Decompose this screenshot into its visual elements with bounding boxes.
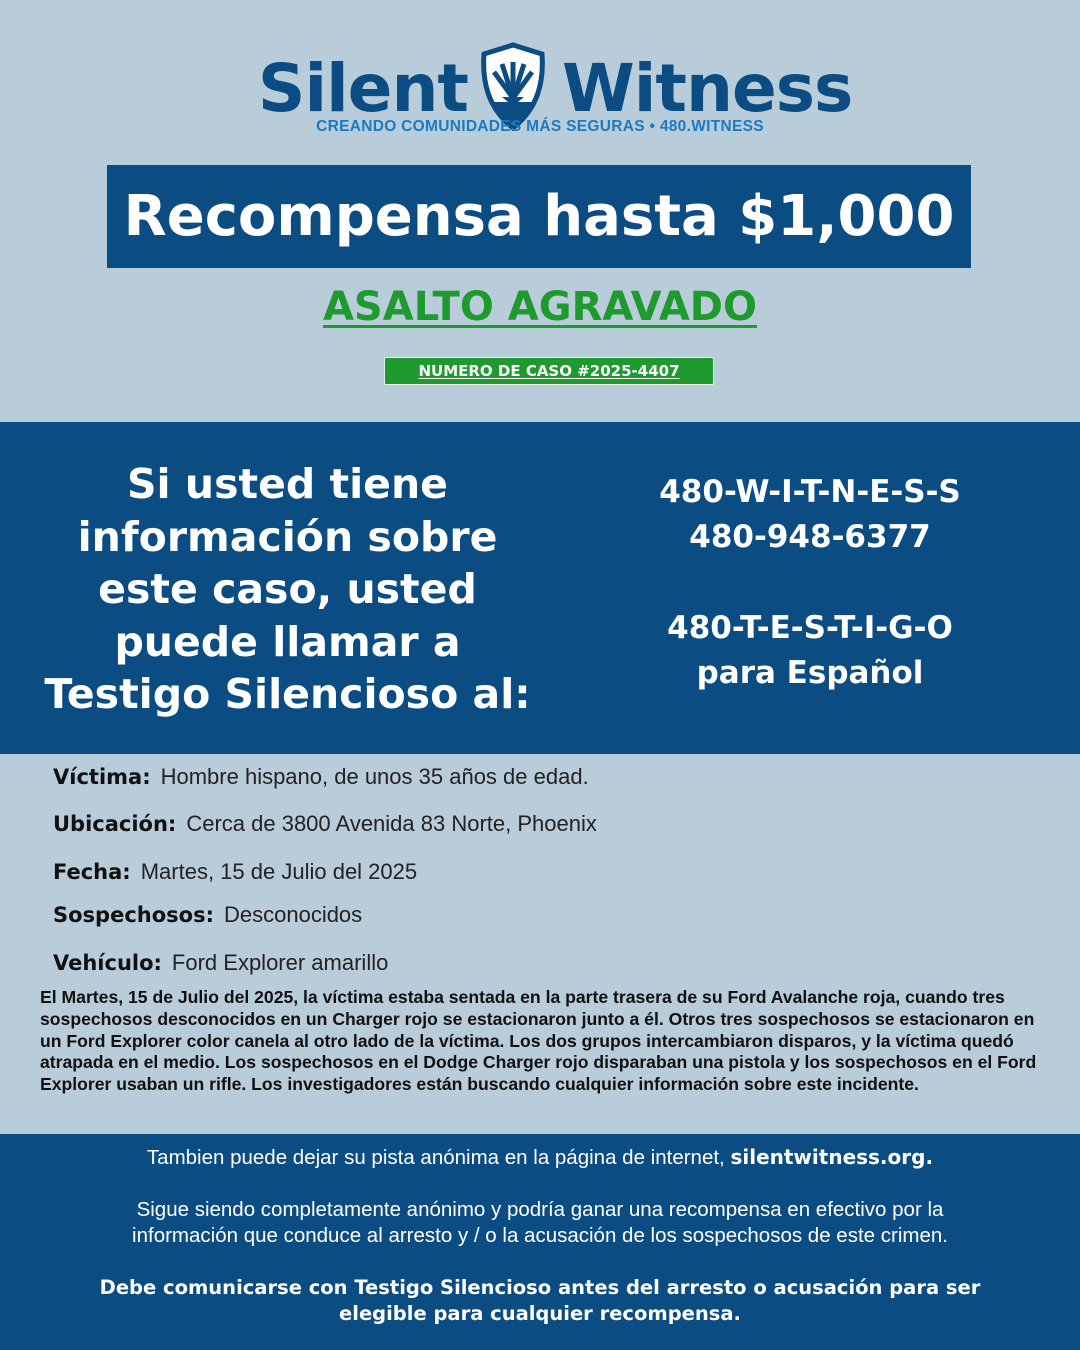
vehicle-value: Ford Explorer amarillo	[171, 950, 389, 975]
date-label: Fecha:	[53, 860, 131, 884]
call-line: Testigo Silencioso al:	[44, 670, 531, 718]
date-row	[53, 859, 417, 885]
web-tip-text: Tambien puede dejar su pista anónima en la página de internet,	[146, 1146, 725, 1169]
date-value: Martes, 15 de Julio del 2025	[140, 859, 418, 884]
anonymity-text: Sigue siendo completamente anónimo y podría ganar una recompensa en efectivo por la información que conduce al arresto y / o la acusación de los sospechosos de este crimen.	[132, 1198, 948, 1247]
reward-banner: Recompensa hasta $1,000	[107, 165, 971, 268]
eligibility-notice: Debe comunicarse con Testigo Silencioso antes del arresto o acusación para ser elegible para cualquier recompensa.	[99, 1276, 981, 1325]
suspects-label: Sospechosos:	[53, 903, 214, 927]
spanish-note: para Español	[696, 655, 924, 691]
crime-title: ASALTO AGRAVADO	[322, 284, 758, 330]
vehicle-row	[53, 950, 388, 976]
call-line: este caso, usted	[98, 565, 477, 613]
victim-value: Hombre hispano, de unos 35 años de edad.	[160, 764, 589, 789]
location-row	[53, 811, 597, 837]
location-value: Cerca de 3800 Avenida 83 Norte, Phoenix	[186, 811, 597, 836]
logo-word-silent: Silent	[257, 50, 468, 127]
header-section	[0, 0, 1080, 422]
victim-row	[53, 764, 589, 790]
phone-letters: 480-W-I-T-N-E-S-S	[659, 474, 961, 510]
logo-word-witness: Witness	[562, 50, 853, 127]
call-line: Si usted tiene	[127, 460, 448, 508]
location-label: Ubicación:	[53, 812, 177, 836]
phone-number: 480-948-6377	[689, 519, 931, 555]
website-link[interactable]: silentwitness.org.	[730, 1145, 934, 1169]
vehicle-label: Vehículo:	[53, 951, 162, 975]
call-line: puede llamar a	[114, 617, 461, 666]
call-band	[0, 422, 1080, 754]
phone-numbers	[580, 470, 1040, 696]
tagline: CREANDO COMUNIDADES MÁS SEGURAS • 480.WITNESS	[316, 118, 764, 135]
footer-section	[0, 1134, 1080, 1350]
case-number-badge: NUMERO DE CASO #2025-4407	[384, 357, 714, 385]
suspects-value: Desconocidos	[223, 902, 363, 927]
victim-label: Víctima:	[53, 765, 151, 789]
spanish-phone-letters: 480-T-E-S-T-I-G-O	[667, 610, 953, 646]
incident-narrative: El Martes, 15 de Julio del 2025, la víctima estaba sentada en la parte trasera de su Ford Avalanche roja, cuando tres sospechosos desconocidos en un Charger rojo se estacionaron junto a él. Otros tres sospechosos se estacionaron en un Ford Explorer color canela al otro lado de la víctima. Los dos grupos intercambiaron disparos, y la víctima quedó atrapada en el medio. Los sospechosos en el Dodge Charger rojo disparaban una pistola y los sospechosos en el Ford Explorer usaban un rifle. Los investigadores están buscando cualquier información sobre este incidente.	[40, 987, 1037, 1095]
suspects-row	[53, 902, 362, 928]
call-line: información sobre	[77, 512, 498, 561]
call-instructions	[30, 458, 545, 721]
case-details	[0, 754, 1080, 1134]
web-tip-line	[0, 1145, 1080, 1170]
